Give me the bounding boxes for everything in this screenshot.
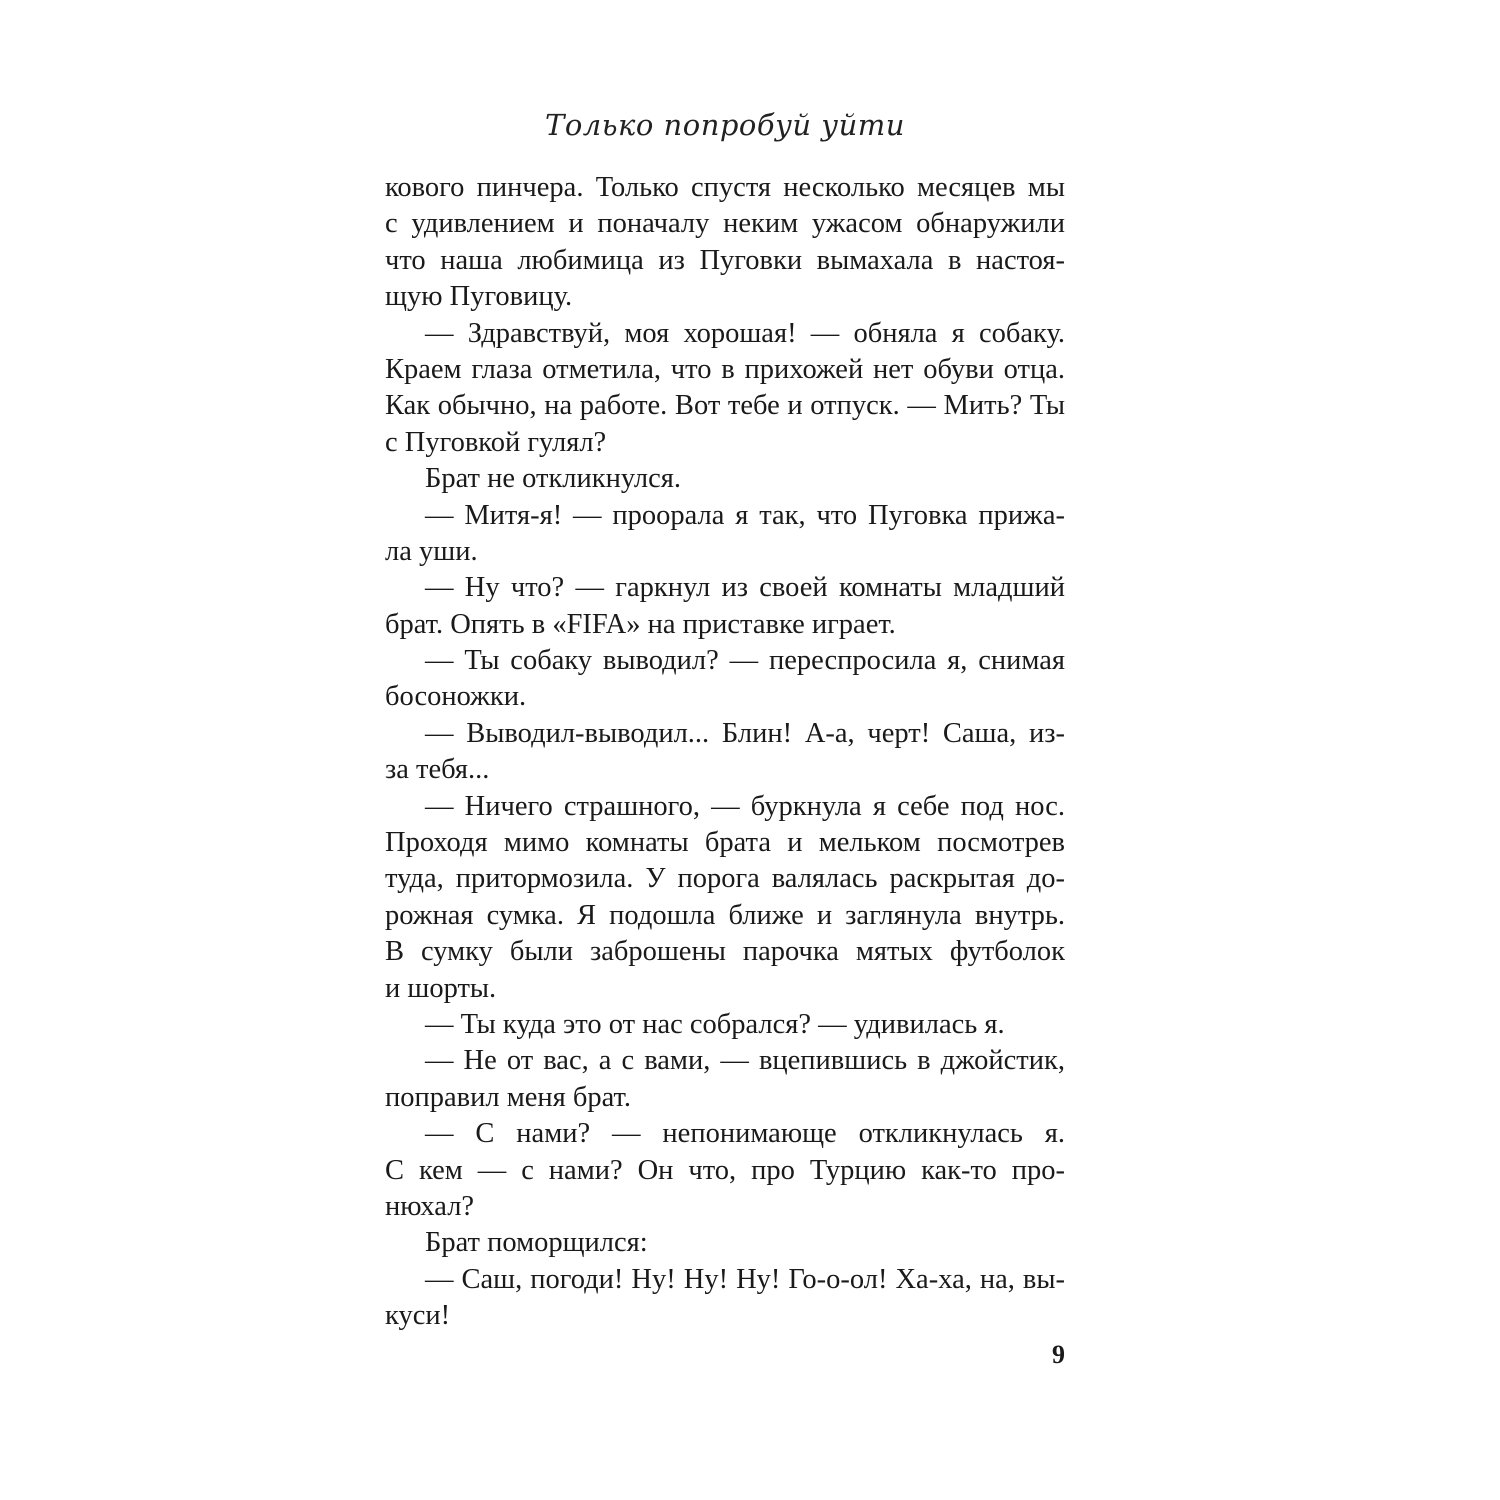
- text-line: С кем — с нами? Он что, про Турцию как-то про-: [385, 1154, 1065, 1186]
- text-line: с удивлением и поначалу неким ужасом обнаружили: [385, 208, 1065, 240]
- text-line: кового пинчера. Только спустя несколько месяцев мы: [385, 172, 1065, 203]
- text-line: — Митя-я! — проорала я так, что Пуговка прижа-: [425, 499, 1065, 531]
- text-line: В сумку были заброшены парочка мятых футболок: [385, 936, 1065, 968]
- text-line: — Ты собаку выводил? — переспросила я, снимая: [425, 645, 1065, 677]
- text-line: щую Пуговицу.: [385, 281, 573, 313]
- text-line: — Саш, погоди! Ну! Ну! Ну! Го-о-ол! Ха-ха, на, вы-: [425, 1263, 1065, 1295]
- page-number: 9: [1052, 1340, 1065, 1369]
- text-line: — С нами? — непонимающе откликнулась я.: [425, 1118, 1065, 1150]
- text-line: рожная сумка. Я подошла ближе и заглянула внутрь.: [385, 899, 1065, 931]
- text-line: — Здравствуй, моя хорошая! — обняла я собаку.: [425, 317, 1065, 349]
- text-line: босоножки.: [385, 681, 527, 713]
- text-line: Проходя мимо комнаты брата и мельком посмотрев: [385, 827, 1065, 859]
- text-line: и шорты.: [385, 972, 497, 1004]
- text-line: туда, притормозила. У порога валялась раскрытая до-: [385, 863, 1065, 895]
- text-line: Краем глаза отметила, что в прихожей нет обуви отца.: [385, 353, 1065, 385]
- text-line: Брат не откликнулся.: [425, 463, 681, 495]
- text-line: — Не от вас, а с вами, — вцепившись в джойстик,: [425, 1045, 1065, 1077]
- text-line: Брат поморщился:: [425, 1227, 648, 1259]
- text-line: брат. Опять в «FIFA» на приставке играет.: [385, 608, 896, 640]
- text-line: куси!: [385, 1300, 451, 1332]
- text-line: с Пуговкой гулял?: [385, 426, 607, 458]
- text-line: — Ничего страшного, — буркнула я себе под нос.: [425, 790, 1065, 822]
- text-line: — Выводил-выводил... Блин! А-а, черт! Саша, из-: [425, 717, 1065, 749]
- text-line: нюхал?: [385, 1190, 475, 1222]
- text-line: — Ну что? — гаркнул из своей комнаты младший: [425, 572, 1065, 604]
- text-line: — Ты куда это от нас собрался? — удивилась я.: [425, 1008, 1005, 1040]
- text-line: за тебя...: [385, 754, 490, 786]
- body-text: [385, 170, 1065, 1335]
- text-line: поправил меня брат.: [385, 1081, 631, 1113]
- running-head: Только попробуй уйти: [545, 108, 905, 142]
- text-line: Как обычно, на работе. Вот тебе и отпуск. — Мить? Ты: [385, 390, 1065, 422]
- text-line: что наша любимица из Пуговки вымахала в настоя-: [385, 244, 1065, 276]
- text-line: ла уши.: [385, 535, 478, 567]
